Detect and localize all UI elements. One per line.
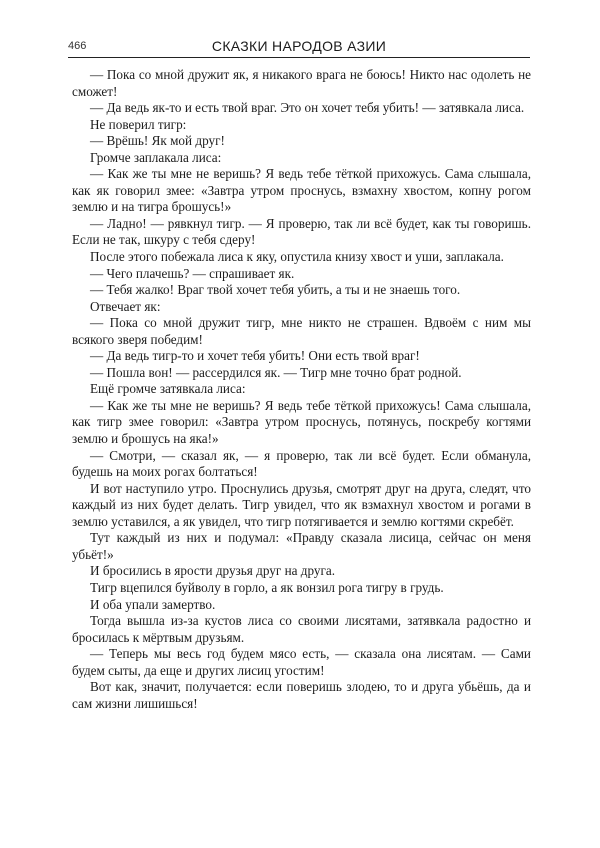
paragraph: — Врёшь! Як мой друг!: [90, 133, 225, 149]
paragraph: И оба упали замертво.: [90, 596, 216, 612]
paragraph: Не поверил тигр:: [90, 116, 187, 132]
paragraph: — Ладно! — рявкнул тигр. — Я проверю, так ли всё будет, как ты говоришь. Если не так, шкуру с тебя сдеру!: [72, 215, 531, 248]
paragraph: И бросились в ярости друзья друг на друга.: [90, 563, 336, 579]
paragraph: — Пошла вон! — рассердился як. — Тигр мне точно брат родной.: [90, 364, 462, 380]
paragraph: Громче заплакала лиса:: [90, 149, 222, 165]
paragraph: Вот как, значит, получается: если поверишь злодею, то и друга убьёшь, да и сам жизни лишишься!: [72, 679, 531, 711]
paragraph: Тут каждый из них и подумал: «Правду сказала лисица, сейчас он меня убьёт!»: [72, 530, 531, 562]
paragraph: — Как же ты мне не веришь? Я ведь тебе тёткой прихожусь. Сама слышала, как як говорил змее: «Завтра утром проснусь, взмахну хвостом, копну рогом землю и на тигра брошусь!»: [72, 166, 531, 215]
text-body: [72, 67, 531, 712]
paragraph: — Чего плачешь? — спрашивает як.: [90, 265, 295, 281]
paragraph: Тогда вышла из-за кустов лиса со своими лисятами, затявкала радостно и бросилась к мёртвым друзьям.: [72, 613, 531, 645]
paragraph: — Теперь мы весь год будем мясо есть, — сказала она лисятам. — Сами будем сыты, да еще и других лисиц угостим!: [72, 646, 531, 678]
running-title: СКАЗКИ НАРОДОВ АЗИИ: [211, 38, 387, 54]
page-header: [68, 37, 530, 58]
page-number: 466: [68, 40, 87, 52]
paragraph: Отвечает як:: [90, 298, 161, 314]
paragraph: — Пока со мной дружит як, я никакого врага не боюсь! Никто нас одолеть не сможет!: [72, 67, 531, 99]
paragraph: И вот наступило утро. Проснулись друзья, смотрят друг на друга, следят, что каждый из них будет делать. Тигр увидел, что як взмахнул хвостом и рогами в землю уставился, а як увидел, что тигр потягивается и землю когтями скребёт.: [72, 480, 531, 529]
paragraph: — Да ведь тигр-то и хочет тебя убить! Они есть твой враг!: [90, 348, 420, 364]
paragraph: Ещё громче затявкала лиса:: [90, 381, 246, 397]
paragraph: Тигр вцепился буйволу в горло, а як вонзил рога тигру в грудь.: [90, 579, 444, 595]
paragraph: — Да ведь як-то и есть твой враг. Это он хочет тебя убить! — затявкала лиса.: [90, 100, 525, 116]
paragraph: — Смотри, — сказал як, — я проверю, так ли всё будет. Если обманула, будешь на моих рогах болтаться!: [72, 447, 531, 480]
paragraph: — Пока со мной дружит тигр, мне никто не страшен. Вдвоём с ним мы всякого зверя победим!: [72, 315, 531, 347]
paragraph: — Как же ты мне не веришь? Я ведь тебе тёткой прихожусь! Сама слышала, как тигр змее говорил: «Завтра утром проснусь, потянусь, поскребу когтями землю и брошусь на яка!»: [72, 397, 531, 447]
paragraph: — Тебя жалко! Враг твой хочет тебя убить, а ты и не знаешь того.: [90, 282, 461, 298]
paragraph: После этого побежала лиса к яку, опустила книзу хвост и уши, заплакала.: [90, 249, 504, 265]
